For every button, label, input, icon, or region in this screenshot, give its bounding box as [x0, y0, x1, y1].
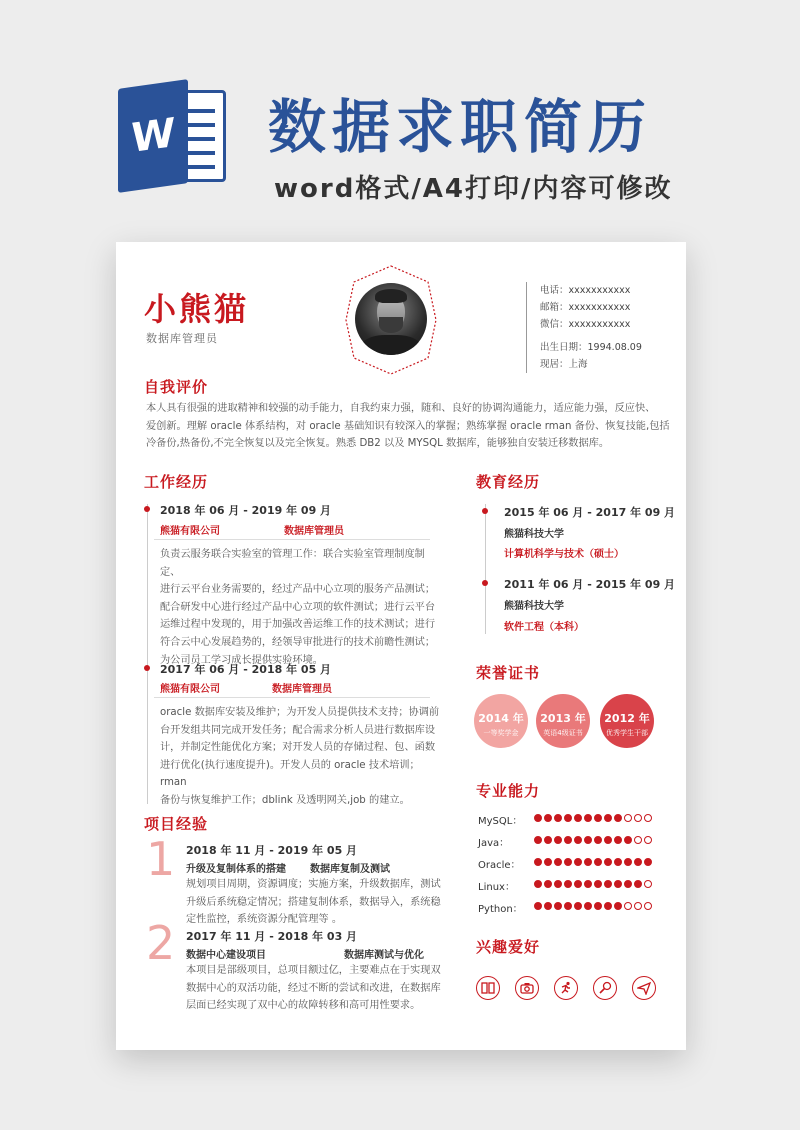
work-position: 数据库管理员: [272, 684, 332, 695]
skill-dot: [584, 902, 592, 910]
skill-dot: [644, 880, 652, 888]
skill-label: MySQL：: [478, 816, 523, 827]
badminton-icon: [593, 976, 617, 1000]
skill-dot: [634, 858, 642, 866]
honor-year: 2013 年: [540, 712, 586, 725]
skill-dot: [534, 836, 542, 844]
work-line: 运维过程中发现的，用于加强改善运维工作的技术测试；进行: [160, 619, 436, 631]
skill-dot: [594, 902, 602, 910]
contact-location: 现居：上海: [540, 359, 588, 370]
education-timeline: [485, 504, 486, 634]
work-line: 负责云服务联合实验室的管理工作：联合实验室管理制度制定、: [160, 549, 425, 578]
resume-page: [116, 242, 686, 1050]
skill-dot: [554, 836, 562, 844]
skill-dot: [614, 836, 622, 844]
divider: [154, 539, 430, 540]
work-description: [160, 546, 440, 669]
skill-dot: [554, 880, 562, 888]
skill-dot: [574, 858, 582, 866]
skill-dot: [544, 814, 552, 822]
work-line: 台开发组共同完成开发任务；配合需求分析人员进行数据库设: [160, 724, 436, 736]
skill-dot: [594, 880, 602, 888]
project-date: 2017 年 11 月 - 2018 年 03 月: [186, 930, 358, 943]
skill-dot: [634, 880, 642, 888]
project-line: 定性监控，系统资源分配管理等 。: [186, 914, 343, 926]
skill-level: [534, 836, 652, 844]
honor-badge: [600, 694, 654, 748]
section-title-skills: 专业能力: [476, 782, 541, 800]
project-line: 升级后系统稳定情况；搭建复制体系，数据导入，系统稳: [186, 896, 441, 908]
resume-role: 数据库管理员: [146, 332, 218, 345]
education-major: 计算机科学与技术（硕士）: [504, 549, 624, 560]
contact-birth: 出生日期：1994.08.09: [540, 342, 642, 353]
section-title-hobbies: 兴趣爱好: [476, 938, 541, 956]
running-icon: [554, 976, 578, 1000]
skill-dot: [614, 814, 622, 822]
education-major: 软件工程（本科）: [504, 622, 584, 633]
education-school: 熊猫科技大学: [504, 601, 564, 612]
self-eval-line: 本人具有很强的进取精神和较强的动手能力，自我约束力强，随和、良好的协调沟通能力，适应能力强，反应快、: [146, 403, 656, 414]
work-line: oracle 数据库安装及维护；为开发人员提供技术支持；协调前: [160, 707, 440, 718]
skill-dot: [534, 880, 542, 888]
skill-level: [534, 880, 652, 888]
work-company: 熊猫有限公司: [160, 526, 220, 537]
project-name: 升级及复制体系的搭建: [186, 864, 286, 875]
honor-text: 优秀学生干部: [606, 729, 648, 737]
honor-text: 英语4级证书: [543, 729, 583, 737]
work-date: 2018 年 06 月 - 2019 年 09 月: [160, 504, 332, 517]
skill-dot: [604, 902, 612, 910]
skill-dot: [624, 880, 632, 888]
project-role: 数据库测试与优化: [344, 950, 424, 961]
divider: [154, 697, 430, 698]
banner-title: 数据求职简历: [268, 93, 653, 161]
work-line: 备份与恢复维护工作；dblink 及透明网关,job 的建立。: [160, 794, 410, 806]
skill-dot: [604, 814, 612, 822]
skill-dot: [644, 836, 652, 844]
honor-badge: [536, 694, 590, 748]
contact-block: [526, 282, 642, 373]
contact-wechat: 微信：xxxxxxxxxxx: [540, 319, 631, 330]
skill-level: [534, 814, 652, 822]
skill-dot: [614, 858, 622, 866]
skill-dot: [534, 902, 542, 910]
skill-dot: [594, 836, 602, 844]
self-eval-line: 爱创新。理解 oracle 体系结构，对 oracle 基础知识有较深入的掌握；熟练掌握 oracle rman 备份、恢复技能,包括: [146, 420, 670, 432]
skill-dot: [574, 836, 582, 844]
project-date: 2018 年 11 月 - 2019 年 05 月: [186, 844, 358, 857]
skill-level: [534, 858, 652, 866]
skill-dot: [554, 858, 562, 866]
section-title-work: 工作经历: [144, 473, 209, 491]
skill-dot: [604, 858, 612, 866]
banner: [0, 0, 800, 230]
section-title-self-eval: 自我评价: [144, 378, 209, 396]
skill-dot: [624, 858, 632, 866]
skill-dot: [544, 902, 552, 910]
section-title-education: 教育经历: [476, 473, 541, 491]
project-number: 2: [146, 916, 176, 970]
skill-dot: [644, 814, 652, 822]
skill-dot: [554, 814, 562, 822]
skill-dot: [594, 858, 602, 866]
work-position: 数据库管理员: [284, 526, 344, 537]
project-line: 层面已经实现了双中心的故障转移和高可用性要求。: [186, 1000, 421, 1012]
contact-email: 邮箱：xxxxxxxxxxx: [540, 302, 631, 313]
education-date: 2015 年 06 月 - 2017 年 09 月: [504, 506, 676, 519]
project-line: 规划项目周期，资源调度；实施方案，升级数据库，测试: [186, 879, 441, 890]
project-description: [186, 876, 446, 929]
reading-icon: [476, 976, 500, 1000]
skill-dot: [544, 880, 552, 888]
avatar: [355, 283, 427, 355]
skill-dot: [634, 902, 642, 910]
skill-dot: [574, 902, 582, 910]
skill-dot: [584, 858, 592, 866]
project-line: 本项目是部级项目，总项目额过亿，主要难点在于实现双: [186, 965, 441, 976]
skill-dot: [574, 814, 582, 822]
skill-dot: [574, 880, 582, 888]
work-company: 熊猫有限公司: [160, 684, 220, 695]
timeline-dot: [144, 506, 150, 512]
skill-dot: [554, 902, 562, 910]
project-role: 数据库复制及测试: [310, 864, 390, 875]
skill-dot: [564, 814, 572, 822]
skill-dot: [544, 858, 552, 866]
work-timeline: [147, 504, 148, 804]
skill-dot: [614, 880, 622, 888]
skill-dot: [594, 814, 602, 822]
timeline-dot: [482, 580, 488, 586]
skill-label: Linux：: [478, 882, 515, 893]
section-title-honors: 荣誉证书: [476, 664, 541, 682]
education-date: 2011 年 06 月 - 2015 年 09 月: [504, 578, 676, 591]
skill-dot: [584, 880, 592, 888]
skill-dot: [644, 858, 652, 866]
timeline-dot: [482, 508, 488, 514]
timeline-dot: [144, 665, 150, 671]
skill-dot: [634, 814, 642, 822]
section-title-projects: 项目经验: [144, 815, 209, 833]
contact-phone: 电话：xxxxxxxxxxx: [540, 285, 631, 296]
work-line: 符合云中心发展趋势的，经领导审批进行的技术前瞻性测试；: [160, 636, 436, 648]
skill-dot: [604, 836, 612, 844]
work-date: 2017 年 06 月 - 2018 年 05 月: [160, 663, 332, 676]
skill-dot: [534, 814, 542, 822]
banner-subtitle: word格式/A4打印/内容可修改: [274, 174, 673, 204]
project-line: 数据中心的双活功能，经过不断的尝试和改进，在数据库: [186, 982, 441, 994]
camera-icon: [515, 976, 539, 1000]
skill-dot: [614, 902, 622, 910]
word-icon: [118, 84, 230, 188]
project-name: 数据中心建设项目: [186, 950, 266, 961]
work-line: 为公司员工学习成长提供实验环境。: [160, 654, 323, 666]
skill-dot: [634, 836, 642, 844]
skill-dot: [564, 858, 572, 866]
honor-badge: [474, 694, 528, 748]
skill-dot: [624, 902, 632, 910]
work-line: 配合研发中心进行经过产品中心立项的软件测试；进行云平台: [160, 601, 436, 613]
self-eval-line: 冷备份,热备份,不完全恢复以及完全恢复。熟悉 DB2 以及 MYSQL 数据库，能够独自安装迁移数据库。: [146, 438, 610, 450]
work-description: [160, 704, 440, 810]
skill-dot: [544, 836, 552, 844]
travel-plane-icon: [632, 976, 656, 1000]
honor-text: 一等奖学金: [483, 729, 519, 737]
project-number: 1: [146, 832, 176, 886]
skill-label: Oracle：: [478, 860, 521, 871]
word-letter: W: [118, 79, 188, 193]
resume-name: 小熊猫: [144, 290, 250, 328]
honor-year: 2012 年: [604, 712, 650, 725]
work-line: 计，并制定性能优化方案；对开发人员的存储过程、包、函数: [160, 742, 436, 754]
education-school: 熊猫科技大学: [504, 529, 564, 540]
skill-level: [534, 902, 652, 910]
work-line: 进行云平台业务需要的，经过产品中心立项的服务产品测试；: [160, 584, 436, 596]
skill-dot: [624, 814, 632, 822]
skill-dot: [564, 902, 572, 910]
skill-label: Java：: [478, 838, 510, 849]
skill-label: Python：: [478, 904, 523, 915]
skill-dot: [584, 814, 592, 822]
skill-dot: [644, 902, 652, 910]
skill-dot: [584, 836, 592, 844]
project-description: [186, 962, 446, 1015]
skill-dot: [534, 858, 542, 866]
skill-dot: [564, 880, 572, 888]
skill-dot: [604, 880, 612, 888]
skill-dot: [564, 836, 572, 844]
honor-year: 2014 年: [478, 712, 524, 725]
work-line: 进行优化(执行速度提升)。开发人员的 oracle 技术培训；rman: [160, 759, 420, 789]
skill-dot: [624, 836, 632, 844]
self-eval-text: [146, 400, 676, 453]
profile-photo: [344, 264, 438, 376]
